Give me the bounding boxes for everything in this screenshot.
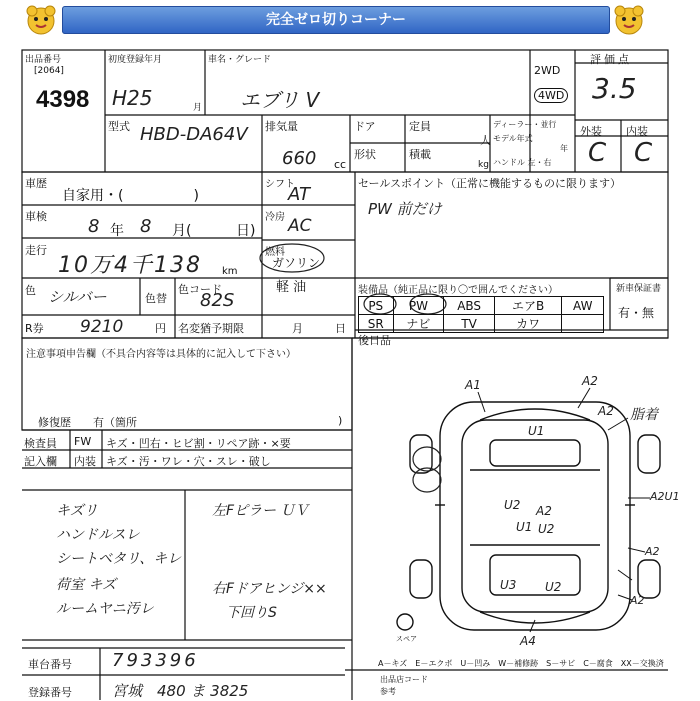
r-value: 9210 [80, 317, 124, 337]
color-change-label: 色替 [145, 292, 167, 305]
vin-label: 車台番号 [28, 658, 72, 671]
interior-check-label: 内装 [74, 455, 96, 468]
score-value: 3.5 [592, 72, 637, 105]
mark-a1-front-left: A1 [465, 378, 481, 392]
capacity-unit: 人 [480, 134, 491, 147]
displacement-unit: cc [334, 158, 347, 171]
inspection-label: 車検 [25, 210, 47, 223]
drive-2wd: 2WD [534, 64, 561, 77]
yen-unit: 円 [155, 322, 166, 335]
inspection-year-unit: 年 [110, 223, 124, 239]
use-value: 自家用・( ) [62, 188, 199, 204]
score-label: 評価点 [590, 53, 632, 66]
lot-number: 4398 [36, 86, 90, 113]
load-unit: kg [478, 160, 489, 170]
color-value: シルバー [48, 288, 107, 306]
mark-u2-center: U2 [538, 522, 555, 536]
capacity-label: 定員 [409, 120, 431, 133]
km-unit: km [222, 266, 238, 277]
load-label: 積載 [409, 148, 431, 161]
ac-label: 冷房 [265, 212, 285, 223]
equipment-label: 装備品（純正品に限り〇で囲んでください） [358, 285, 558, 296]
year-unit: 年 [560, 144, 568, 153]
recall-day: 日 [335, 322, 346, 335]
warranty-label: 新車保証書 [616, 284, 662, 294]
warranty-value: 有・無 [618, 306, 655, 320]
use-label: 車歴 [25, 177, 47, 190]
equipment-table [358, 296, 604, 333]
reference-label: 参考 [380, 687, 396, 696]
color-code-label: 色コード [178, 283, 222, 296]
mark-a2-right-lower: A2 [645, 545, 660, 558]
fuel-diesel: 軽 油 [276, 280, 307, 295]
reg-value: 宮城 480 ま 3825 [112, 682, 249, 700]
remark-left-4: 荷室 キズ [56, 577, 117, 593]
repair-label: 修復歴 有（箇所 [38, 416, 137, 429]
color-code-value: 82S [200, 290, 235, 311]
inspection-year: 8 [88, 216, 100, 237]
mark-a2-roof: A2 [536, 504, 552, 518]
mark-u2-roof: U2 [504, 498, 521, 512]
equip-leather: カワ [494, 315, 562, 333]
mark-a2-front-right: A2 [582, 374, 598, 388]
fw-label: FW [74, 435, 92, 448]
fuel-gas: ガソリン [272, 256, 321, 270]
inspection-month: 8 [140, 216, 152, 237]
handle-label: ハンドル 左・右 [493, 158, 552, 167]
recall-month: 月 [292, 322, 303, 335]
interior-label: 内装 [626, 125, 648, 138]
later-items-label: 後日品 [358, 334, 391, 347]
equip-airbag: エアB [494, 297, 562, 315]
equip-ps: PS [359, 297, 394, 315]
ac-value: AC [288, 216, 312, 236]
name-label: 車名・グレード [208, 55, 272, 65]
shape-label: 形状 [354, 148, 376, 161]
mileage-value: 10万4千138 [58, 253, 202, 278]
equip-abs: ABS [444, 297, 495, 315]
model-value: HBD-DA64V [140, 124, 248, 145]
remark-right-3: 下回りS [226, 605, 277, 621]
first-reg-value: H25 [112, 86, 153, 110]
mark-u1-hood: U1 [528, 424, 545, 438]
remark-right-2: 右Fドアヒンジ×× [212, 581, 327, 597]
mark-a2-right: A2 [598, 404, 614, 418]
exterior-label: 外装 [580, 125, 602, 138]
model-year-label: モデル年式 [493, 134, 533, 143]
fuel-label: 燃料 [265, 247, 285, 258]
drive-4wd: 4WD [534, 88, 568, 103]
shift-value: AT [288, 184, 310, 205]
model-label: 型式 [108, 120, 130, 133]
side-note: 脂着 [630, 407, 658, 423]
interior-grade: C [634, 138, 653, 168]
interior-items: キズ・汚・ワレ・穴・スレ・破し [106, 455, 271, 468]
repair-close: ) [338, 414, 343, 427]
equip-navi: ナビ [393, 315, 444, 333]
damage-legend: A－キズ E－エクボ U－凹み W－補修跡 S－サビ C－腐食 XX－交換済 [378, 659, 664, 668]
remark-right-1: 左Fピラー ＵＶ [212, 503, 309, 519]
remark-left-1: キズリ [56, 503, 98, 519]
remark-left-2: ハンドルスレ [56, 527, 140, 543]
equip-sr: SR [359, 315, 394, 333]
month-unit: 月 [193, 103, 203, 113]
remark-left-5: ルームヤニ汚レ [56, 601, 154, 617]
vin-value: 793396 [112, 650, 199, 671]
shift-label: シフト [265, 179, 295, 190]
name-value: エブリ V [240, 88, 320, 112]
lot-sub: [2064] [34, 66, 64, 76]
record-label: 記入欄 [24, 455, 57, 468]
banner-title: 完全ゼロ切りコーナー [266, 12, 406, 28]
door-label: ドア [354, 120, 376, 133]
mileage-label: 走行 [25, 244, 47, 257]
sales-value: PW 前だけ [368, 200, 442, 218]
dealer-label: ディーラー・並行 [493, 120, 557, 129]
reg-label: 登録番号 [28, 686, 72, 699]
spare-label: スペア [396, 635, 417, 643]
fw-items: キズ・凹右・ヒビ割・リペア跡・×要 [106, 437, 291, 450]
equip-aw: AW [562, 297, 604, 315]
mark-u3-rear: U3 [500, 578, 517, 592]
mark-u2-rear: U2 [545, 580, 562, 594]
inspection-day-unit: 日) [236, 223, 256, 239]
equip-tv: TV [444, 315, 495, 333]
mark-a4-rear: A4 [520, 634, 536, 648]
mark-a2-right-rear: A2 [630, 594, 645, 607]
displacement-label: 排気量 [265, 120, 298, 133]
remark-left-3: シートベタリ、キレ [56, 551, 182, 567]
notes-label: 注意事項申告欄（不具合内容等は具体的に記入して下さい） [26, 349, 296, 360]
color-label: 色 [25, 284, 36, 297]
sales-label: セールスポイント（正常に機能するものに限ります） [358, 177, 622, 190]
recall-label: 名変猶予期限 [178, 322, 244, 335]
inspector-label: 検査員 [24, 437, 57, 450]
displacement-value: 660 [282, 148, 317, 169]
lot-label: 出品番号 [25, 55, 62, 65]
mark-a2u1-right: A2U1 [650, 490, 680, 503]
mark-u1-roof: U1 [516, 520, 533, 534]
exterior-grade: C [588, 138, 607, 168]
equip-empty [562, 315, 604, 333]
equip-pw: PW [393, 297, 444, 315]
shop-code-label: 出品店コード [380, 675, 428, 684]
r-label: R券 [25, 322, 44, 335]
inspection-month-unit: 月( [172, 223, 192, 239]
first-reg-label: 初度登録年月 [108, 55, 163, 65]
